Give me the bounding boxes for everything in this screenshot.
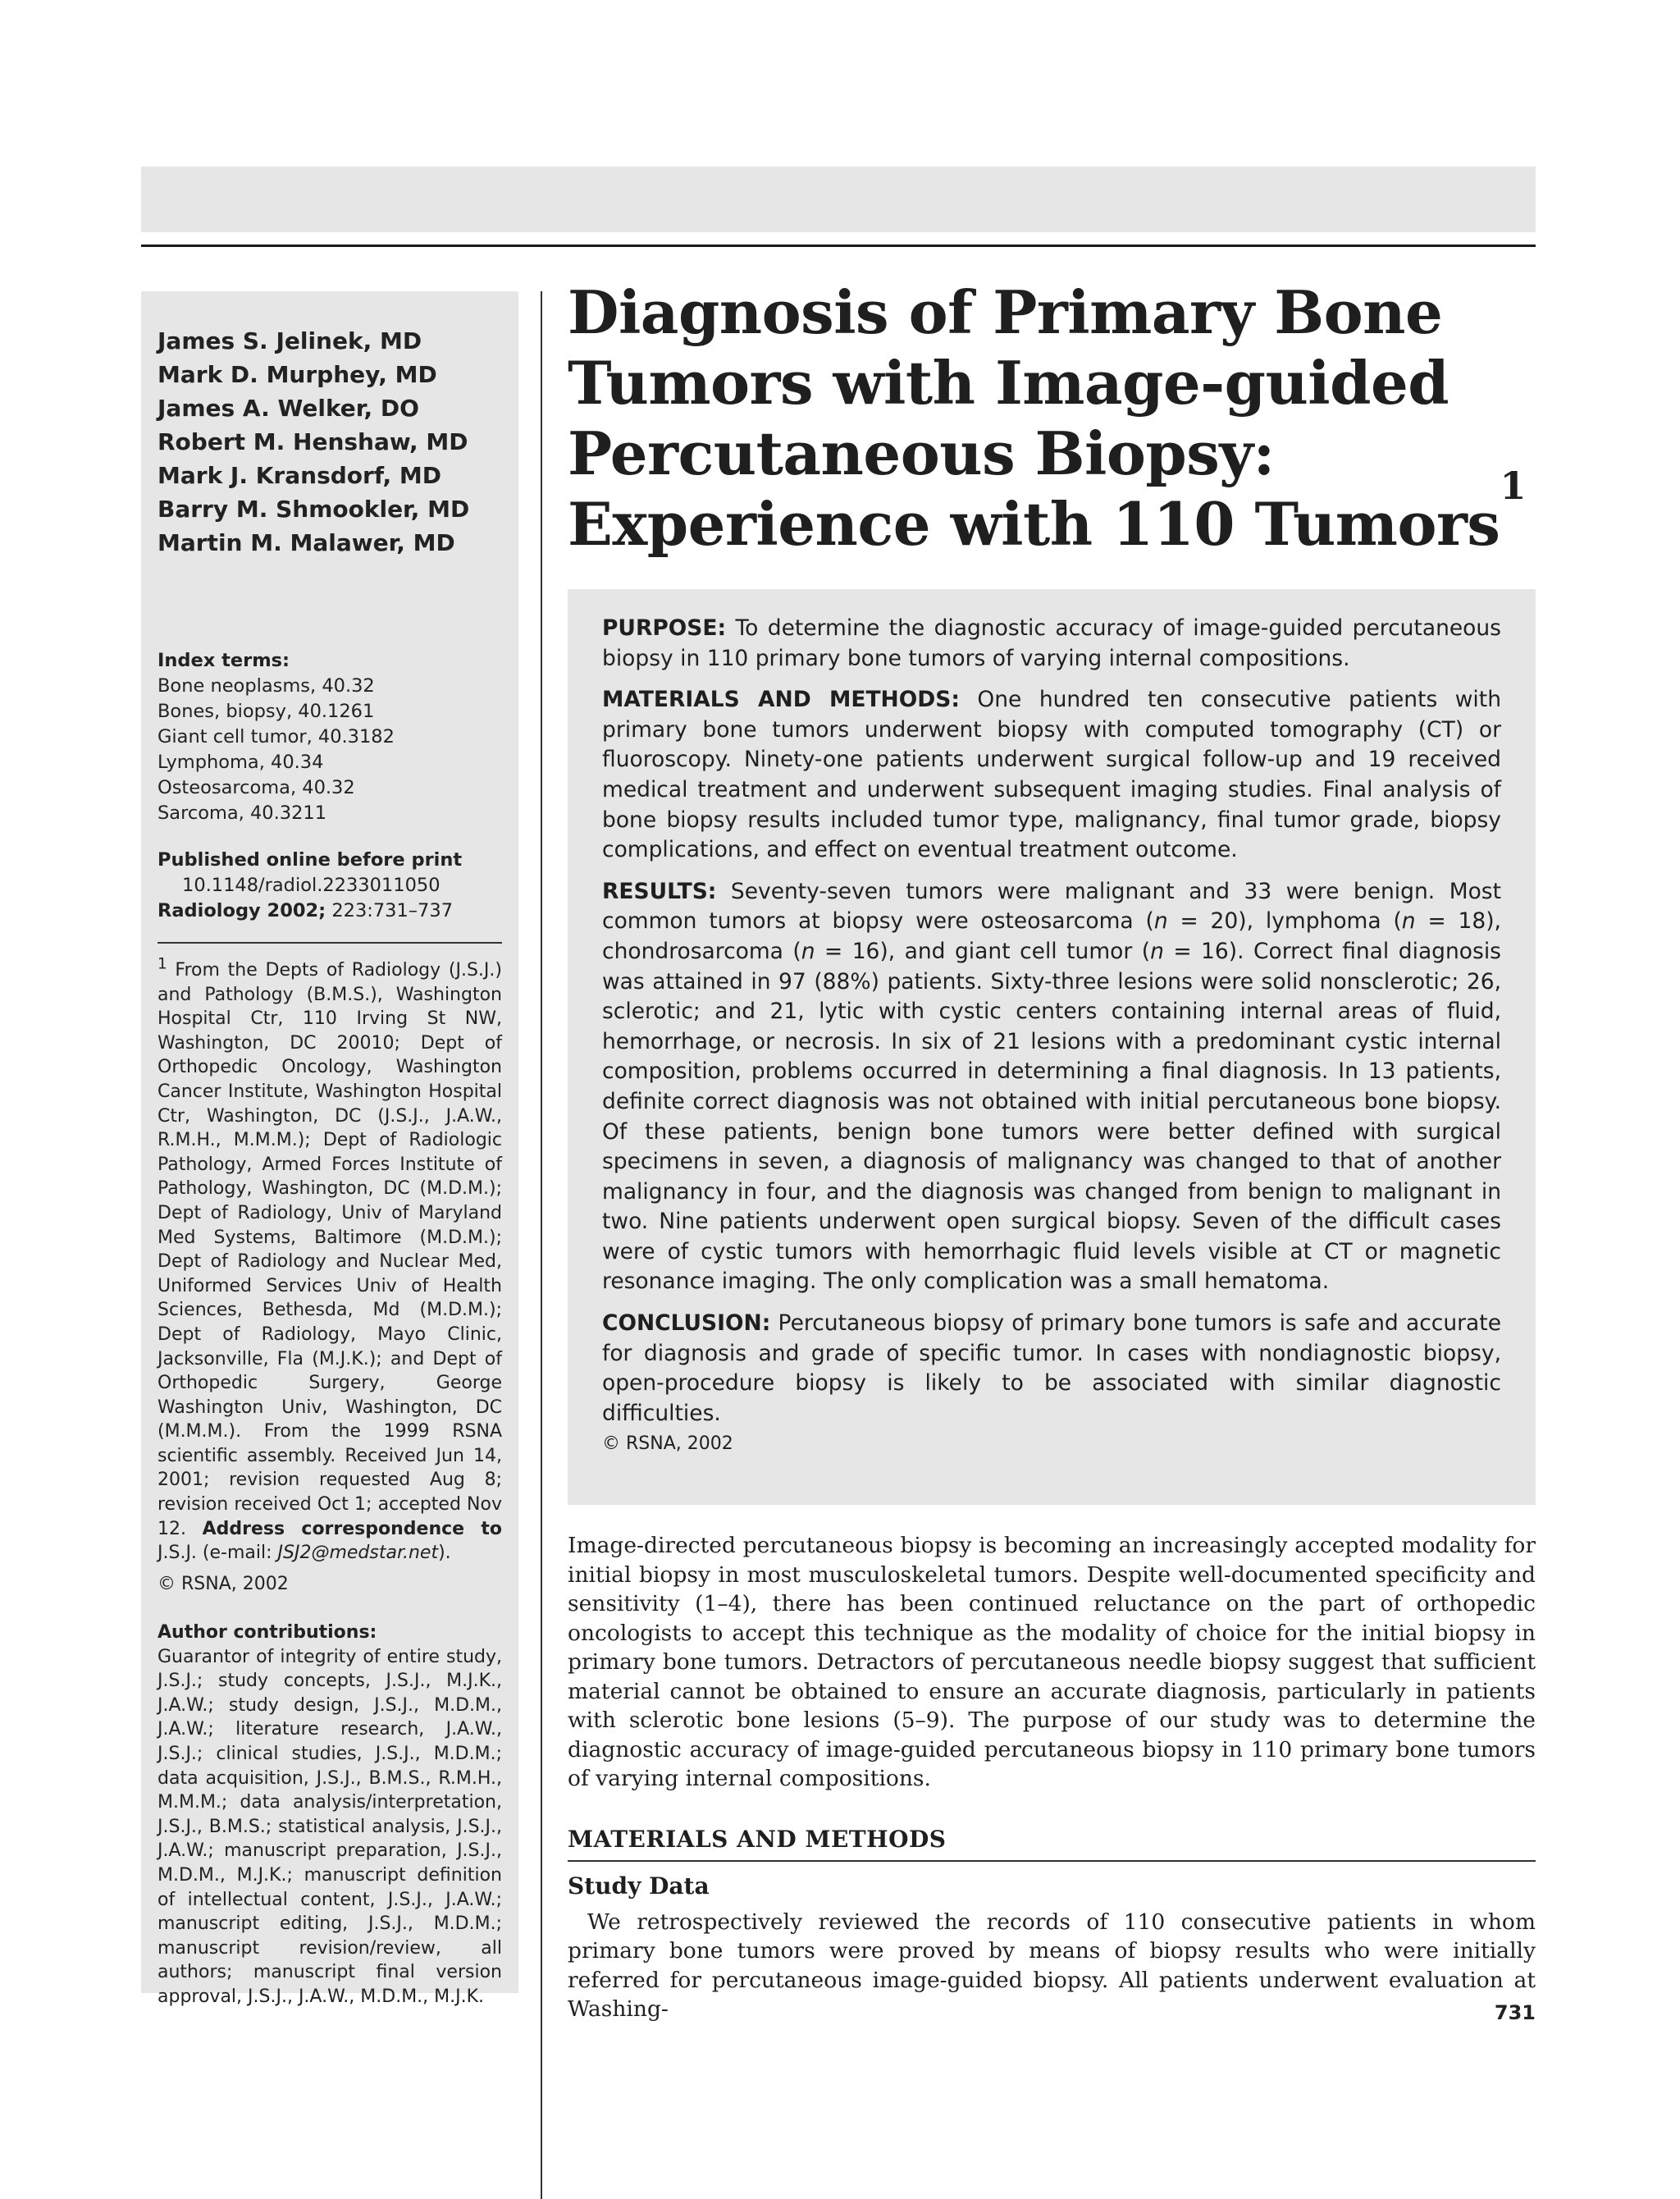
- author-list: [158, 324, 502, 560]
- citation: [158, 898, 502, 924]
- article-title: [568, 277, 1536, 560]
- body-paragraph: We retrospectively reviewed the records of 110 consecutive patients in whom primary bone tumors were proved by means of biopsy results who were initially referred for percutaneous image-guided biopsy. All patients underwent evaluation at Washing-: [568, 1909, 1536, 2022]
- publication-info: [158, 848, 502, 924]
- results-text: = 16). Correct final diagnosis was attained in 97 (88%) patients. Sixty-three lesions were solid nonsclerotic; 26, sclerotic; and 21, lytic with cystic centers containing internal areas of fluid, hemorrhage, or necrosis. In six of 21 lesions with a predominant cystic internal composition, problems occurred in determining a final diagnosis. In 13 patients, definite correct diagnosis was not obtained with initial percutaneous bone biopsy. Of these patients, benign bone tumors were better defined with surgical specimens in seven, a diagnosis of malignancy was changed to that of another malignancy in four, and the diagnosis was changed from benign to malignant in two. Nine patients underwent open surgical biopsy. Seven of the difficult cases were of cystic tumors with hemorrhagic fluid levels visible at CT or magnetic resonance imaging. The only complication was a small hematoma.: [602, 938, 1501, 1295]
- abstract-conclusion: [602, 1309, 1501, 1429]
- results-text: Seventy-seven tumors were malignant and 33 were benign. Most common tumors at biopsy were osteosarcoma (: [602, 878, 1501, 935]
- header-rule: [141, 245, 1536, 247]
- journal-pages: 223:731–737: [326, 900, 454, 921]
- abstract-box: [568, 589, 1536, 1505]
- contributions-text: Guarantor of integrity of entire study, J.S.J.; study concepts, J.S.J., M.J.K., J.A.W.; study design, J.S.J., M.D.M., J.A.W.; literature research, J.A.W., J.S.J.; clinical studies, J.S.J., M.D.M.; data acquisition, J.S.J., B.M.S., R.M.H., M.M.M.; data analysis/interpretation, J.S.J., B.M.S.; statistical analysis, J.S.J., J.A.W.; manuscript preparation, J.S.J., M.D.M., M.J.K.; manuscript definition of intellectual content, J.S.J., J.A.W.; manuscript editing, J.S.J., M.D.M.; manuscript revision/review, all authors; manuscript final version approval, J.S.J., J.A.W., M.D.M., M.J.K.: [158, 1646, 502, 2007]
- footnote-text: ).: [438, 1543, 451, 1564]
- affiliation-footnote: [158, 955, 503, 1596]
- contributions-heading: Author contributions:: [158, 1622, 377, 1643]
- sidebar-copyright: © RSNA, 2002: [158, 1573, 289, 1594]
- author-name: Barry M. Shmookler, MD: [158, 496, 470, 523]
- conclusion-label: CONCLUSION:: [602, 1310, 771, 1337]
- n-symbol: n: [801, 938, 815, 964]
- author-contributions: [158, 1621, 502, 2009]
- results-text: = 16), and giant cell tumor (: [815, 938, 1151, 964]
- author-name: James A. Welker, DO: [158, 395, 419, 422]
- journal-name: Radiology 2002;: [158, 900, 326, 921]
- methods-label: MATERIALS AND METHODS:: [602, 687, 960, 713]
- results-text: = 20), lymphoma (: [1167, 908, 1402, 935]
- n-symbol: n: [1150, 938, 1164, 964]
- methods-text: One hundred ten consecutive patients with primary bone tumors underwent biopsy with computed tomography (CT) or fluoroscopy. Ninety-one patients underwent surgical follow-up and 19 received medical treatment and underwent subsequent imaging studies. Final analysis of bone biopsy results included tumor type, malignancy, final tumor grade, biopsy complications, and effect on eventual treatment outcome.: [602, 687, 1501, 863]
- index-term: Lymphoma, 40.34: [158, 752, 324, 773]
- section-heading: MATERIALS AND METHODS: [568, 1825, 1536, 1863]
- abstract-purpose: [602, 614, 1501, 674]
- index-term: Sarcoma, 40.3211: [158, 802, 327, 824]
- title-text: Diagnosis of Primary Bone Tumors with Image-guided Percutaneous Biopsy: Experience with 110 Tumors: [568, 277, 1500, 559]
- footnote-marker: 1: [158, 955, 167, 973]
- author-name: Martin M. Malawer, MD: [158, 529, 455, 556]
- index-term: Bones, biopsy, 40.1261: [158, 701, 375, 722]
- n-symbol: n: [1153, 908, 1168, 935]
- article-sidebar: [141, 291, 518, 2007]
- n-symbol: n: [1401, 908, 1416, 935]
- results-text: = 18), chondrosarcoma (: [602, 908, 1501, 964]
- sidebar-divider: [158, 942, 502, 944]
- email-link[interactable]: JSJ2@medstar.net: [277, 1543, 439, 1564]
- results-label: RESULTS:: [602, 878, 717, 904]
- doi: 10.1148/radiol.2233011050: [182, 875, 441, 896]
- index-term: Osteosarcoma, 40.32: [158, 777, 355, 798]
- author-name: James S. Jelinek, MD: [158, 327, 422, 354]
- index-terms: [158, 648, 502, 826]
- column-divider: [541, 291, 542, 2199]
- abstract-results: [602, 877, 1501, 1297]
- conclusion-text: Percutaneous biopsy of primary bone tumors is safe and accurate for diagnosis and grade of specific tumor. In cases with nondiagnostic biopsy, open-procedure biopsy is likely to be associated with similar diagnostic difficulties.: [602, 1310, 1501, 1426]
- abstract-methods: [602, 685, 1501, 866]
- index-term: Giant cell tumor, 40.3182: [158, 726, 395, 747]
- intro-paragraph: Image-directed percutaneous biopsy is becoming an increasingly accepted modality for initial biopsy in most musculoskeletal tumors. Despite well-documented specificity and sensitivity (1–4), there has been continued reluctance on the part of orthopedic oncologists to accept this technique as the modality of choice for the initial biopsy in primary bone tumors. Detractors of percutaneous needle biopsy suggest that sufficient material cannot be obtained to ensure an accurate diagnosis, particularly in patients with sclerotic bone lesions (5–9). The purpose of our study was to determine the diagnostic accuracy of image-guided percutaneous biopsy in 110 primary bone tumors of varying internal compositions.: [568, 1533, 1536, 1791]
- purpose-text: To determine the diagnostic accuracy of image-guided percutaneous biopsy in 110 primary bone tumors of varying internal compositions.: [602, 615, 1501, 671]
- author-name: Robert M. Henshaw, MD: [158, 428, 468, 455]
- author-name: Mark D. Murphey, MD: [158, 361, 437, 388]
- footnote-text: J.S.J. (e-mail:: [158, 1543, 278, 1564]
- title-footnote-marker: 1: [1500, 464, 1526, 508]
- header-band: [141, 167, 1536, 232]
- correspondence-label: Address correspondence to: [202, 1518, 503, 1539]
- page-number: 731: [1494, 2001, 1536, 2024]
- purpose-label: PURPOSE:: [602, 615, 727, 641]
- index-terms-heading: Index terms:: [158, 650, 290, 671]
- abstract-copyright: © RSNA, 2002: [602, 1433, 733, 1455]
- index-term: Bone neoplasms, 40.32: [158, 675, 375, 697]
- article-body: [568, 1531, 1536, 2024]
- footnote-text: From the Depts of Radiology (J.S.J.) and Pathology (B.M.S.), Washington Hospital Ctr, 110 Irving St NW, Washington, DC 20010; Dept of Orthopedic Oncology, Washington Cancer Institute, Washington Hospital Ctr, Washington, DC (J.S.J., J.A.W., R.M.H., M.M.M.); Dept of Radiologic Pathology, Armed Forces Institute of Pathology, Washington, DC (M.D.M.); Dept of Radiology, Univ of Maryland Med Systems, Baltimore (M.D.M.); Dept of Radiology and Nuclear Med, Uniformed Services Univ of Health Sciences, Bethesda, Md (M.D.M.); Dept of Radiology, Mayo Clinic, Jacksonville, Fla (M.J.K.); and Dept of Orthopedic Surgery, George Washington Univ, Washington, DC (M.M.M.). From the 1999 RSNA scientific assembly. Received Jun 14, 2001; revision requested Aug 8; revision received Oct 1; accepted Nov 12.: [158, 960, 502, 1539]
- author-name: Mark J. Kransdorf, MD: [158, 462, 441, 489]
- published-heading: Published online before print: [158, 849, 463, 871]
- subsection-heading: Study Data: [568, 1872, 710, 1900]
